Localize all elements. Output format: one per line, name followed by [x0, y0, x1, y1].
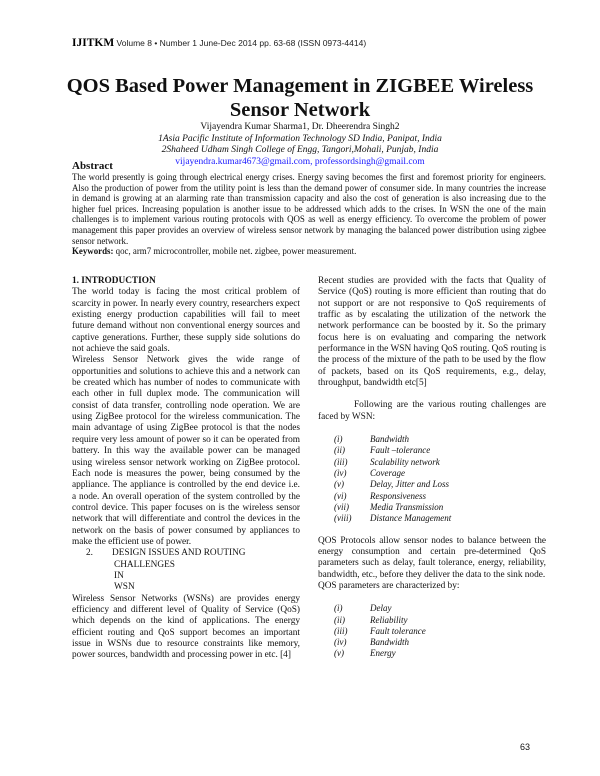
list-text: Distance Management: [370, 513, 452, 524]
list-number: (ii): [334, 614, 345, 625]
list-number: (v): [334, 648, 344, 659]
list-number: (ii): [334, 445, 345, 456]
page-number: 63: [520, 742, 531, 752]
list-text: Delay: [370, 603, 392, 614]
list-text: Reliability: [370, 614, 408, 625]
list-item: [334, 502, 546, 513]
list-item: [334, 445, 546, 456]
qos-parameters-list: [318, 603, 546, 659]
section-title-line: CHALLENGES IN WSN: [114, 559, 175, 593]
list-number: (i): [334, 603, 343, 614]
section-number: 2.: [86, 548, 93, 559]
keywords: [72, 246, 546, 257]
paragraph: Recent studies are provided with the facts that Quality of Service (QoS) routing is more efficient than routing that do not support or are not responsive to QoS requirements of traffic as by escalating the utilization of the network the network performance can be boosted by it. So the primary focus here is on evaluating and comparing the network performance in the WSN having QoS routing. QoS routing is the process of the mixture of the path to be used by the flow of packets, based on its QoS requirements, e.g., delay, throughput, bandwidth etc[5]: [318, 276, 546, 389]
list-number: (v): [334, 479, 344, 490]
list-item: [334, 513, 546, 524]
author-block: [60, 122, 540, 168]
list-text: Fault tolerance: [370, 625, 426, 636]
list-number: (vi): [334, 490, 347, 501]
list-item: [334, 637, 546, 648]
list-number: (iii): [334, 625, 348, 636]
keywords-text: qoc, arm7 microcontroller, mobile net. zigbee, power measurement.: [113, 246, 357, 257]
abstract: [72, 172, 546, 257]
left-column: [72, 276, 300, 662]
list-number: (iv): [334, 468, 347, 479]
list-text: Bandwidth: [370, 637, 410, 648]
list-item: [334, 603, 546, 614]
list-text: Delay, Jitter and Loss: [370, 479, 449, 490]
paragraph: Wireless Sensor Networks (WSNs) are provides energy efficiency and different level of Quality of Service (QoS) which depends on the kind of applications. The energy efficient routing and QoS support becomes an important issue in WSNs due to resource constraints like memory, power sources, bandwidth and processing power in etc. [4]: [72, 593, 300, 661]
list-text: Media Transmission: [370, 501, 444, 512]
section-heading-design-issues: [72, 548, 300, 593]
journal-info: Volume 8 • Number 1 June-Dec 2014 pp. 63-68 (ISSN 0973-4414): [116, 38, 367, 48]
section-title-line: DESIGN ISSUES AND ROUTING: [112, 548, 246, 559]
list-item: [334, 434, 546, 445]
list-text: Coverage: [370, 468, 405, 479]
paragraph: QOS Protocols allow sensor nodes to balance between the energy consumption and certain pre-determined QoS parameters such as delay, fault tolerance, energy, reliability, bandwidth, etc., before they deliver the data to the sink node.: [318, 535, 546, 580]
affiliation-1: 1Asia Pacific Institute of Information Technology SD India, Panipat, India: [158, 133, 442, 144]
abstract-text: The world presently is going through electrical energy crises. Energy saving becomes the first and foremost priority for engineers. Also the production of power from the utility point is less than the demand power of consumer side. In many countries the increase in demand is growing at an alarming rate than transmission capacity and also the cost of generation is also increasing due to the higher fuel prices. Increasing population is another issue to be addressed which adds to the crises. In WSN the one of the main challenges is to implement various routing protocols with QOS as well as energy efficiency. To overcome the problem of power management this paper provides an overview of wireless sensor network by managing the balanced power distribution using zigbee sensor network.: [72, 172, 546, 246]
list-number: (iv): [334, 637, 347, 648]
list-item: [334, 648, 546, 659]
paper-title: QOS Based Power Management in ZIGBEE Wireless Sensor Network: [66, 75, 534, 121]
keywords-label: Keywords:: [72, 246, 114, 257]
list-item: [334, 457, 546, 468]
paragraph: Wireless Sensor Network gives the wide range of opportunities and solutions to achieve this and a network can be created which has number of nodes to communicate with each other in full duplex mode. The communication will consist of data transfer, controlling node operation. We are using ZigBee protocol for the wireless communication. The main advantage of using ZigBee protocol is that the nodes require very less amount of power so it can be operated from battery. In this way the available power can be managed using wireless sensor network working on ZigBee protocol. Each node is measures the power, being consumed by the appliance. The appliance is controlled by the end device i.e. a node. An overall operation of the system controlled by the control device. This paper focuses on is the wireless sensor network that will differentiate and control the devices in the network on the basis of power consumed by appliances to make the efficient use of power.: [72, 355, 300, 547]
list-item: [334, 479, 546, 490]
right-column: [318, 276, 546, 660]
list-item: [334, 468, 546, 479]
paragraph: Following are the various routing challenges are faced by WSN:: [318, 400, 546, 422]
list-item: [334, 626, 546, 637]
abstract-heading: Abstract: [72, 160, 113, 172]
list-text: Responsiveness: [370, 490, 426, 501]
list-item: [334, 615, 546, 626]
list-text: Fault –tolerance: [370, 445, 431, 456]
list-text: Scalability network: [370, 456, 440, 467]
list-number: (vii): [334, 501, 349, 512]
list-number: (iii): [334, 456, 348, 467]
list-number: (i): [334, 434, 343, 445]
paragraph: QOS parameters are characterized by:: [318, 580, 460, 591]
section-heading-introduction: 1. INTRODUCTION: [72, 276, 156, 286]
list-text: Bandwidth: [370, 434, 410, 445]
running-header: [72, 37, 366, 49]
list-item: [334, 491, 546, 502]
list-number: (viii): [334, 513, 352, 524]
author-emails[interactable]: vijayendra.kumar4673@gmail.com, professordsingh@gmail.com: [175, 156, 425, 167]
affiliation-2: 2Shaheed Udham Singh College of Engg, Tangori,Mohali, Punjab, India: [161, 145, 439, 155]
authors: Vijayendra Kumar Sharma1, Dr. Dheerendra Singh2: [200, 122, 400, 132]
paragraph: The world today is facing the most critical problem of scarcity in power. In nearly every country, researchers expect existing energy production capabilities will fail to meet future demand without non conventional energy sources and captive generations. Further, these supply side solutions do not achieve the said goals.: [72, 287, 300, 355]
routing-challenges-list: [318, 434, 546, 524]
list-text: Energy: [370, 648, 396, 659]
journal-name: IJITKM: [72, 37, 115, 49]
